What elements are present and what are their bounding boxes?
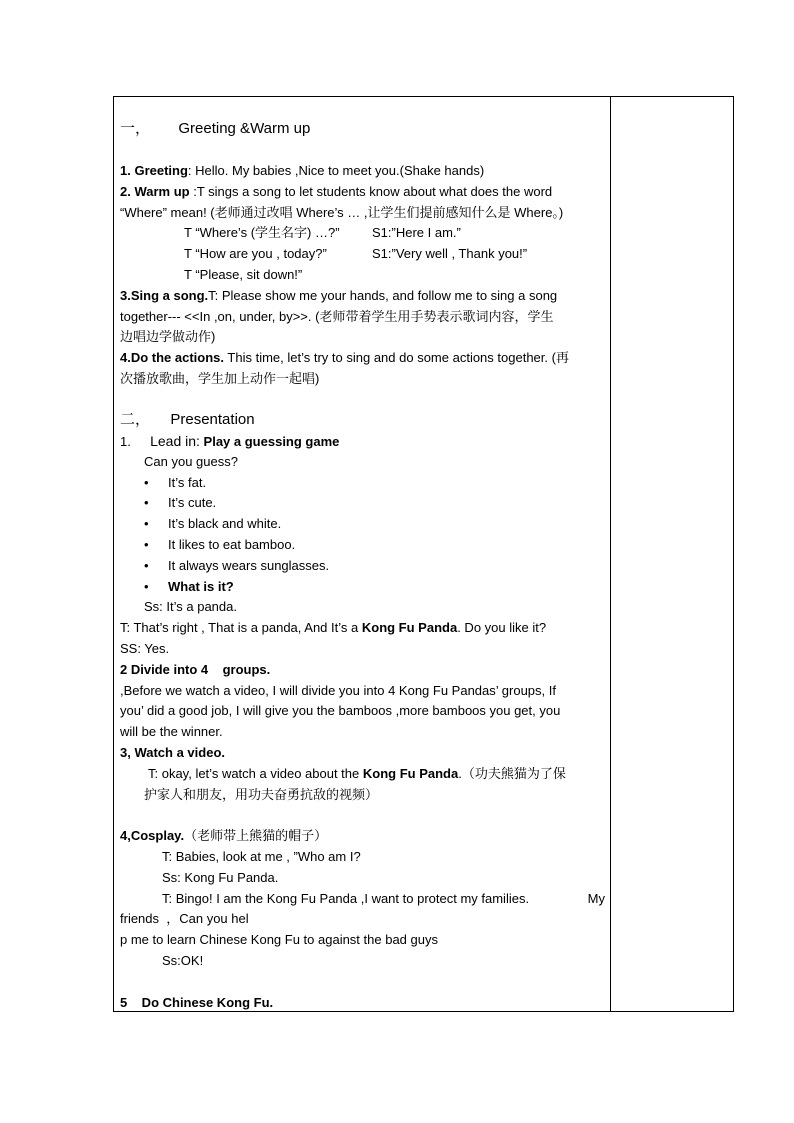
divide-line-3: will be the winner. — [120, 724, 223, 740]
cosplay-line-6: Ss:OK! — [162, 952, 204, 968]
section1-heading-title: Greeting &Warm up — [178, 120, 311, 137]
teacher-line — [120, 618, 605, 639]
dialog-student-1: S1:”Here I am.” — [372, 225, 461, 241]
warmup-text-1: :T sings a song to let students know about what does the word — [189, 183, 553, 199]
song-text-1: T: Please show me your hands, and follow me to sing a song — [208, 287, 558, 303]
bullet-text: It’s black and white. — [168, 516, 282, 532]
watch-line-2: 护家人和朋友，用功夫奋勇抗敌的视频） — [144, 786, 379, 802]
teacher-text-b: . Do you like it? — [457, 620, 547, 636]
song-line-1 — [120, 286, 605, 307]
ss-yes-line: SS: Yes. — [120, 640, 170, 656]
section1-heading-number: 一， — [120, 120, 151, 137]
dialog-teacher-2: T “How are you , today?” — [184, 246, 327, 262]
dialog-teacher-1: T “Where’s (学生名字) …?” — [184, 225, 340, 241]
leadin-game: Play a guessing game — [203, 434, 340, 449]
cosplay-line-5: p me to learn Chinese Kong Fu to against the bad guys — [120, 932, 438, 948]
bullet-text: It always wears sunglasses. — [168, 557, 330, 573]
bullet-item — [120, 556, 605, 577]
song-label: 3.Sing a song. — [120, 287, 209, 303]
warmup-line-2: “Where” mean! (老师通过改唱 Where’s … ,让学生们提前感知什么是 Where。) — [120, 204, 564, 220]
cosplay-line-1: T: Babies, look at me , ”Who am I? — [162, 848, 361, 864]
cosplay-line-3 — [120, 889, 605, 910]
cosplay-label: 4,Cosplay. — [120, 828, 185, 844]
greeting-text: : Hello. My babies ,Nice to meet you.(Shake hands) — [187, 163, 485, 178]
bullet-question — [120, 577, 605, 598]
teacher-text-bold: Kong Fu Panda — [361, 620, 458, 636]
bullet-item — [120, 493, 605, 514]
bullet-dot: • — [144, 474, 149, 490]
actions-line-1 — [120, 348, 605, 369]
section2-heading — [120, 410, 255, 431]
actions-line-2: 次播放歌曲，学生加上动作一起唱) — [120, 370, 320, 386]
dialog-line-2 — [120, 244, 605, 265]
guess-prompt: Can you guess? — [144, 453, 238, 469]
bullet-text: It likes to eat bamboo. — [168, 536, 296, 552]
bullet-dot: • — [144, 557, 149, 573]
dialog-line-3: T “Please, sit down!” — [184, 266, 303, 282]
cosplay-text-3a: T: Bingo! I am the Kong Fu Panda ,I want to protect my families. — [162, 890, 530, 906]
section1-heading — [120, 119, 310, 140]
bullet-item — [120, 514, 605, 535]
song-line-2: together--- <<In ,on, under, by>>. (老师带着学生用手势表示歌词内容，学生 — [120, 308, 554, 324]
cosplay-line-4: friends ，Can you hel — [120, 911, 249, 927]
bullet-dot: • — [144, 516, 149, 532]
leadin-label: Lead in: — [150, 433, 200, 449]
bullet-question-text: What is it? — [168, 578, 234, 594]
divide-label: 2 Divide into 4 groups. — [120, 661, 271, 677]
dialog-line-1 — [120, 223, 605, 244]
dialog-student-2: S1:”Very well , Thank you!” — [372, 246, 528, 262]
divide-line-1: ,Before we watch a video, I will divide you into 4 Kong Fu Pandas’ groups, If — [120, 682, 556, 698]
lesson-table — [113, 96, 734, 1012]
warmup-label: 2. Warm up — [120, 183, 190, 199]
blank-line — [120, 972, 605, 993]
teacher-text-a: T: That’s right , That is a panda, And It’s a — [120, 620, 362, 636]
bullet-dot: • — [144, 536, 149, 552]
divide-line-2: you’ did a good job, I will give you the bamboos ,more bamboos you get, you — [120, 703, 561, 719]
section2-heading-title: Presentation — [170, 411, 255, 428]
actions-label: 4.Do the actions. — [120, 350, 225, 366]
watch-text-a: T: okay, let’s watch a video about the — [148, 765, 363, 781]
cosplay-line — [120, 826, 605, 847]
actions-text-1: This time, let’s try to sing and do some actions together. (再 — [224, 350, 569, 366]
leadin-number: 1. — [120, 434, 131, 449]
greeting-line — [120, 161, 605, 182]
section1-body — [120, 161, 605, 390]
bullet-text: It’s fat. — [168, 474, 207, 490]
leadin-line — [120, 431, 605, 452]
watch-text-b: .（功夫熊猫为了保 — [458, 765, 566, 781]
bullet-item — [120, 535, 605, 556]
watch-label: 3, Watch a video. — [120, 744, 225, 760]
song-line-3: 边唱边学做动作) — [120, 329, 216, 345]
watch-text-bold: Kong Fu Panda — [362, 765, 459, 781]
column-divider — [610, 97, 611, 1011]
cosplay-line-2: Ss: Kong Fu Panda. — [162, 869, 279, 885]
section2-heading-number: 二， — [120, 411, 151, 428]
warmup-line-1 — [120, 182, 605, 203]
bullet-dot: • — [144, 495, 149, 511]
greeting-label: 1. Greeting — [120, 163, 188, 178]
bullet-item — [120, 473, 605, 494]
watch-line-1 — [120, 764, 605, 785]
kongfu-label: 5 Do Chinese Kong Fu. — [120, 994, 274, 1010]
bullet-dot: • — [144, 578, 149, 594]
blank-line — [120, 805, 605, 826]
section2-body — [120, 431, 605, 1013]
cosplay-note: （老师带上熊猫的帽子） — [184, 828, 328, 844]
cosplay-text-3b: My — [587, 890, 605, 906]
bullet-text: It’s cute. — [168, 495, 217, 511]
answer-line: Ss: It’s a panda. — [144, 599, 237, 615]
